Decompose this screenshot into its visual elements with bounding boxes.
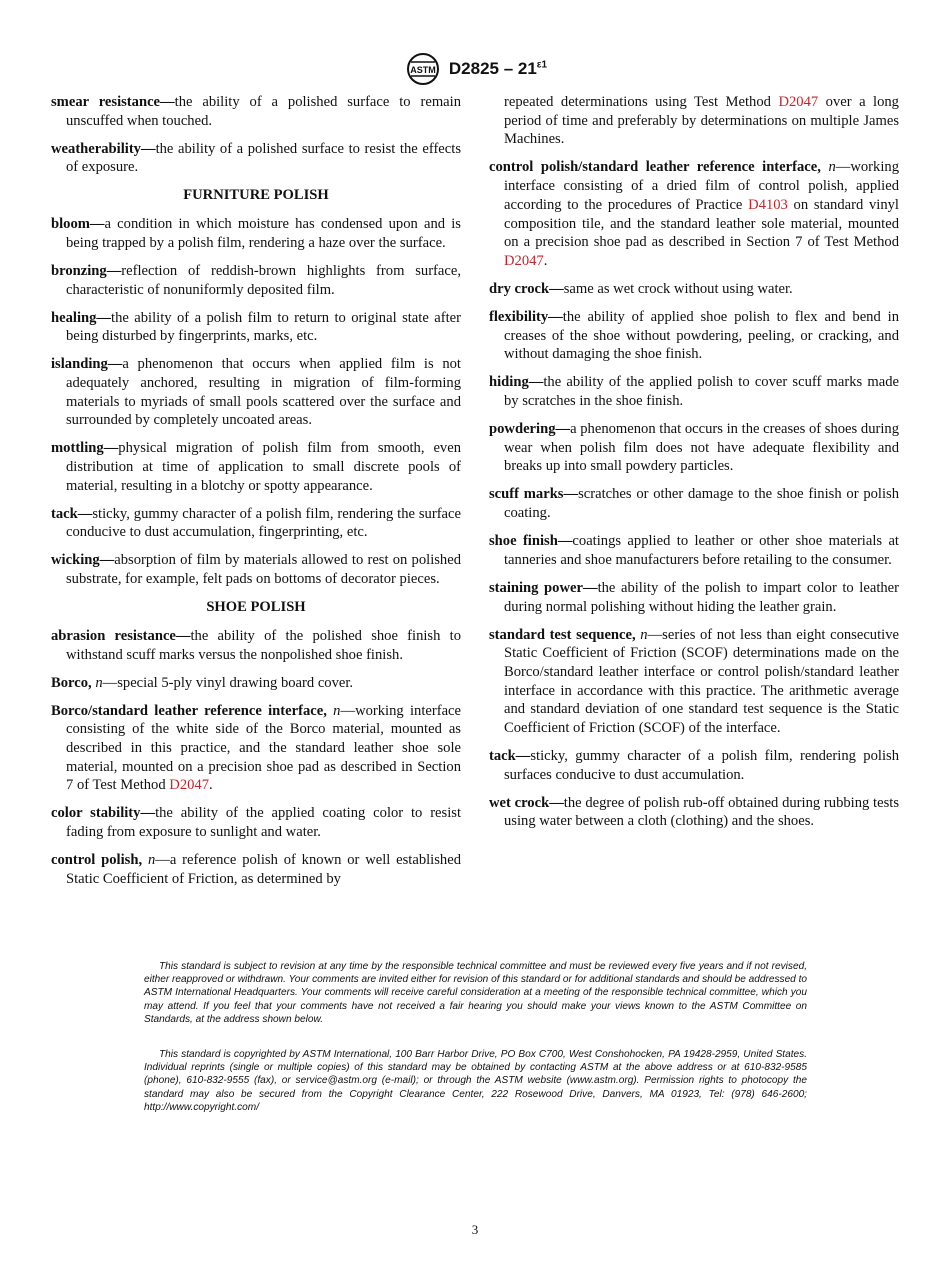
definition-entry: abrasion resistance—the ability of the polished shoe finish to withstand scuff marks versus the nonpolished shoe finish.	[51, 627, 461, 663]
section-heading-shoe: SHOE POLISH	[206, 599, 306, 616]
page-header	[0, 52, 950, 86]
right-column	[489, 93, 899, 840]
continuation-text: repeated determinations using Test Method D2047 over a long period of time and preferably by determinations on multiple James Machines.	[504, 94, 899, 148]
definition-entry: scuff marks—scratches or other damage to the shoe finish or polish coating.	[489, 486, 899, 522]
definition-entry: tack—sticky, gummy character of a polish film, rendering the surface conducive to dust accumulation, fingerprinting, etc.	[51, 505, 461, 541]
definition-entry: bloom—a condition in which moisture has condensed upon and is being trapped by a polish film, rendering a haze over the surface.	[51, 216, 461, 251]
revision-notice: This standard is subject to revision at any time by the responsible technical committee and must be reviewed every five years and if not revised, either reapproved or withdrawn. Your comments are invited either for revision of this standard or for additional standards and should be addressed to ASTM International Headquarters. Your comments will receive careful consideration at a meeting of the responsible technical committee, which you may attend. If you feel that your comments have not received a fair hearing you should make your views known to the ASTM Committee on Standards, at the address shown below.	[144, 961, 808, 1025]
epsilon-superscript: ε1	[536, 59, 548, 71]
definition-entry: mottling—physical migration of polish film from smooth, even distribution at time of application to small discrete pools of material, resulting in a blotchy or spotty appearance.	[51, 440, 461, 494]
definition-entry: hiding—the ability of the applied polish to cover scuff marks made by scratches in the shoe finish.	[489, 374, 899, 410]
definition-entry: islanding—a phenomenon that occurs when applied film is not adequately anchored, resulting in migration of film-forming materials to myriads of small pools scattered over the surface and surrounded by completely uncoated areas.	[51, 356, 461, 429]
definition-entry: Borco, n—special 5-ply vinyl drawing board cover.	[51, 674, 354, 691]
section-heading-furniture: FURNITURE POLISH	[183, 187, 329, 204]
definition-entry: smear resistance—the ability of a polished surface to remain unscuffed when touched.	[51, 94, 461, 129]
definition-entry: control polish, n—a reference polish of known or well established Static Coefficient of Friction, as determined by	[51, 852, 461, 887]
definition-entry: wicking—absorption of film by materials allowed to rest on polished substrate, for example, felt pads on bottoms of decorator pieces.	[51, 552, 461, 588]
definition-entry: weatherability—the ability of a polished surface to resist the effects of exposure.	[51, 140, 461, 176]
definition-entry: Borco/standard leather reference interface, n—working interface consisting of the white side of the Borco material, mounted as described in this practice, and the standard leather shoe sole material, mounted on a precision shoe pad as described in Section 7 of Test Method D2047.	[51, 702, 462, 794]
definition-entry: color stability—the ability of the applied coating color to resist fading from exposure to sunlight and water.	[51, 805, 462, 841]
definition-entry: wet crock—the degree of polish rub-off obtained during rubbing tests using water between a cloth (clothing) and the shoes.	[489, 794, 899, 830]
document-designation: $D2825 - 21^{\varepsilon 1}$	[448, 59, 548, 78]
reference-link-d2047[interactable]: D2047	[778, 94, 819, 110]
copyright-notice: This standard is copyrighted by ASTM International, 100 Barr Harbor Drive, PO Box C700, West Conshohocken, PA 19428-2959, United States. Individual reprints (single or multiple copies) of this standard may be obtained by contacting ASTM at the above address or at 610-832-9585 (phone), 610-832-9555 (fax), or service@astm.org (e-mail); or through the ASTM website (www.astm.org). Permission rights to photocopy the standard may also be secured from the Copyright Clearance Center, 222 Rosewood Drive, Danvers, MA 01923, Tel: (978) 646-2600; http://www.copyright.com/	[144, 1049, 807, 1113]
definition-entry: staining power—the ability of the polish to impart color to leather during normal polishing without hiding the leather grain.	[489, 579, 900, 615]
definition-entry: healing—the ability of a polish film to return to original state after being disturbed by fingerprints, marks, etc.	[51, 309, 461, 345]
reference-link-d2047[interactable]: D2047	[504, 252, 544, 269]
definition-entry: dry crock—same as wet crock without using water.	[489, 280, 793, 297]
logo-text: ASTM	[410, 65, 436, 75]
definition-entry: flexibility—the ability of applied shoe polish to flex and bend in creases of the shoe without powdering, peeling, or cracking, and without damaging the shoe finish.	[489, 308, 899, 363]
definition-entry: bronzing—reflection of reddish-brown highlights from surface, characteristic of nonuniformly deposited film.	[51, 262, 461, 298]
definition-entry: shoe finish—coatings applied to leather or other shoe materials at tanneries and shoe manufacturers before retailing to the consumer.	[489, 533, 899, 568]
definition-entry: standard test sequence, n—series of not less than eight consecutive Static Coefficient of Friction (SCOF) determinations made on the Borco/standard leather interface or control polish/standard leather interface in accordance with this practice. The arithmetic average and standard deviation of one standard test sequence is the Static Coefficient of Friction (SCOF) of the interface.	[489, 626, 899, 737]
reference-link-d2047[interactable]: D2047	[169, 777, 210, 794]
left-column	[51, 93, 461, 898]
astm-logo-icon	[403, 52, 443, 86]
definition-entry: control polish/standard leather reference interface, n—working interface consisting of a dried film of control polish, applied according to the procedures of Practice D4103 on standard vinyl composition tile, and the standard leather sole material, mounted on a precision shoe pad as described in Section 7 of Test Method D2047.	[489, 159, 899, 269]
definition-entry: powdering—a phenomenon that occurs in the creases of shoes during wear when polish film does not have adequate flexibility and breaks up into small powdery particles.	[489, 421, 899, 475]
page-number: 3	[471, 1222, 479, 1237]
reference-link-d4103[interactable]: D4103	[748, 196, 788, 213]
definition-entry: tack—sticky, gummy character of a polish film, rendering polish surfaces conducive to dust accumulation.	[489, 748, 899, 783]
